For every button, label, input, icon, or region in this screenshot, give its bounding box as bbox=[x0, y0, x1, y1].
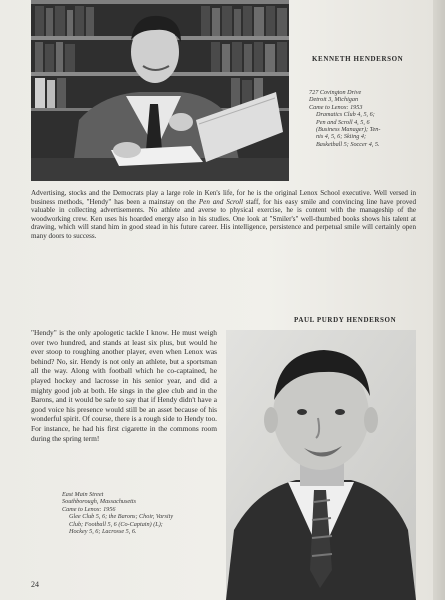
activity-line: (Business Manager); Ten- bbox=[316, 126, 381, 134]
student-details bbox=[62, 491, 214, 535]
paul-henderson-photo bbox=[226, 330, 416, 600]
page-spine bbox=[433, 0, 445, 600]
activity-line: Basketball 5; Soccer 4, 5. bbox=[316, 140, 380, 148]
student-biography bbox=[31, 189, 416, 240]
student-details bbox=[309, 89, 421, 148]
address-line: Detroit 3, Michigan bbox=[309, 96, 359, 104]
kenneth-henderson-photo bbox=[31, 0, 289, 181]
bio-text: Advertising, stocks and the Democrats play a large role in Ken's life, for he is the original Lenox School executive. Well versed in business methods, "Hendy" has been a mainstay on the bbox=[31, 189, 416, 206]
address-line: East Main Street bbox=[62, 491, 104, 498]
activity-line: Glee Club 5, 6; the Barons; Choir, Varsity bbox=[69, 513, 174, 521]
address-line: 727 Covington Drive bbox=[309, 89, 362, 96]
page-number: 24 bbox=[31, 580, 39, 589]
came-to-lenox: Came to Lenox: 1953 bbox=[309, 103, 363, 111]
activity-line: Club; Football 5, 6 (Co-Captain) (L); bbox=[69, 520, 163, 528]
activity-line: Pen and Scroll 4, 5, 6 bbox=[316, 118, 370, 126]
student-name: KENNETH HENDERSON bbox=[312, 55, 404, 63]
address-line: Southborough, Massachusetts bbox=[62, 498, 137, 506]
came-to-lenox: Came to Lenox: 1956 bbox=[62, 505, 116, 513]
kenneth-photo-illustration bbox=[31, 0, 289, 181]
activity-line: Hockey 5, 6; Lacrosse 5, 6. bbox=[69, 528, 137, 536]
bio-text: staff, for his easy smile and convincing line have proved valuable in collecting advertisements. No athlete and averse to physical exercise, he is content with the manageship of the woodworking crew. Ken uses his hoarded energy also in his studies. One look at "Smiler's" well-thumbed books shows his talent at drawing, which will stand him in good stead in his future career. His intelligence, persistence and perpetual smile will certainly open many doors to success. bbox=[31, 197, 416, 240]
paul-photo-illustration bbox=[226, 330, 416, 600]
student-biography: "Hendy" is the only apologetic tackle I know. He must weigh over two hundred, and stands at least six plus, but would he ever stoop to roughing another player, even when Lenox was behind? No, sir. Hendy is not only an athlete, but a sportsman all the way. Along with football which he co-captained, he played hockey and lacrosse in his senior year, and did a mighty good job at both. He sings in the glee club and in the Barons, and it would be safe to say that if Hendy didn't have a good voice his presence would still be an asset because of his wonderful spirit. Of course, there is a rough side to Hendy too. For instance, he had his first cigarette in the commons room during the spring term! bbox=[31, 328, 217, 443]
activity-line: nis 4, 5, 6; Skiing 4; bbox=[316, 133, 367, 141]
bio-publication-title: Pen and Scroll bbox=[198, 197, 243, 206]
student-name: PAUL PURDY HENDERSON bbox=[294, 316, 397, 324]
activity-line: Dramatics Club 4, 5, 6; bbox=[316, 111, 375, 119]
